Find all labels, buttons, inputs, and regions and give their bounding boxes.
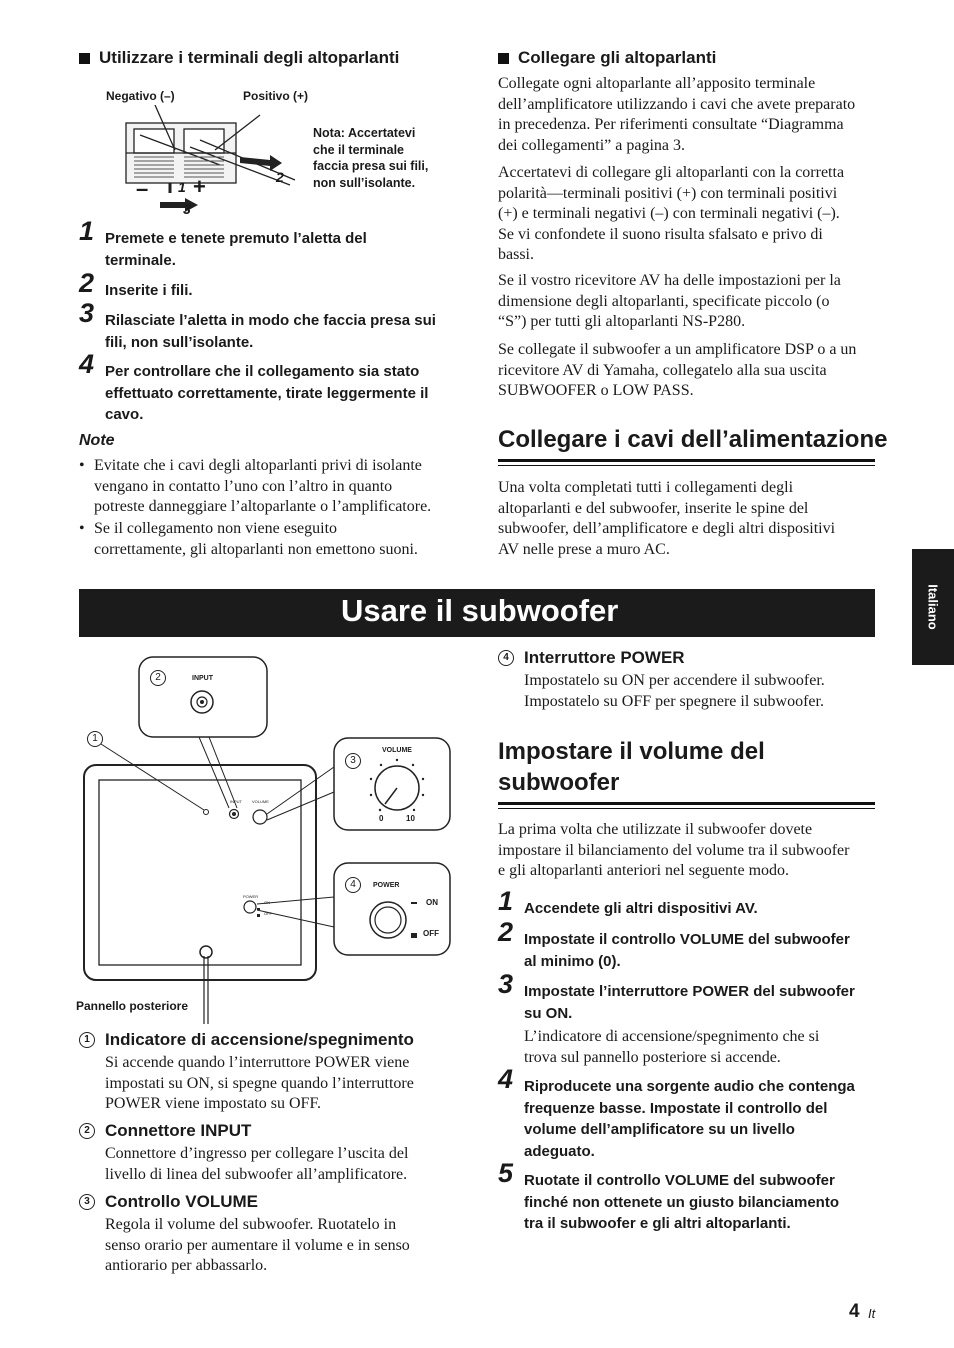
volume-label: VOLUME — [382, 747, 412, 754]
step-line: al minimo (0). — [524, 952, 621, 970]
terminal-step-1 — [79, 216, 459, 271]
item-power-switch — [498, 648, 888, 712]
on-label: ON — [426, 898, 438, 907]
item-line: Si accende quando l’interruttore POWER viene — [105, 1054, 410, 1071]
step-number: 3 — [498, 969, 514, 999]
step-sub-line: trova sul pannello posteriore si accende. — [524, 1048, 781, 1066]
volume-step-2 — [498, 917, 888, 972]
volume-min-label: 0 — [379, 814, 384, 823]
para-line: Una volta completati tutti i collegamenti degli — [498, 479, 794, 496]
step-number: 1 — [498, 886, 514, 916]
square-bullet-icon — [498, 53, 509, 64]
step-line: Ruotate il controllo VOLUME del subwoofer — [524, 1172, 835, 1189]
step-line: su ON. — [524, 1004, 573, 1022]
connect-para-4 — [498, 340, 883, 402]
para-line: e gli altoparlanti anteriori nel seguente modo. — [498, 862, 790, 879]
callout-1-indicator — [87, 728, 103, 747]
step-number: 2 — [79, 268, 95, 298]
callout-number: 4 — [345, 877, 361, 893]
step-line: Impostate il controllo VOLUME del subwoofer — [524, 931, 850, 948]
square-bullet-icon — [79, 53, 90, 64]
step-line: frequenze basse. Impostate il controllo del — [524, 1099, 828, 1117]
item-input-connector — [79, 1121, 469, 1185]
item-number: 1 — [79, 1032, 95, 1048]
note-item-2: • Se il collegamento non viene eseguito correttamente, gli altoparlanti non emettono suoni. — [79, 519, 479, 560]
step-number: 3 — [79, 298, 95, 328]
step-number: 4 — [79, 349, 95, 379]
small-volume-label: VOLUME — [252, 799, 269, 804]
section-banner — [79, 589, 875, 637]
volume-section-heading — [498, 736, 765, 798]
item-line: POWER viene impostato su OFF. — [105, 1095, 322, 1112]
heading-line: Impostare il volume del — [498, 738, 765, 765]
step-line: adeguato. — [524, 1142, 595, 1160]
section-heading-connect — [498, 48, 716, 68]
heading-rule — [498, 459, 875, 462]
heading-rule-thin — [498, 465, 875, 466]
para-line: Se il vostro ricevitore AV ha delle impostazioni per la — [498, 272, 841, 289]
connect-para-2 — [498, 163, 883, 266]
para-line: AV nelle prese a muro AC. — [498, 540, 670, 558]
item-title: Connettore INPUT — [105, 1121, 252, 1140]
item-line: livello di linea del subwoofer all’amplificatore. — [105, 1165, 408, 1183]
step-number: 2 — [498, 917, 514, 947]
volume-step-5 — [498, 1158, 888, 1235]
step-line: volume dell’amplificatore su un livello — [524, 1121, 795, 1138]
note-text: Se il collegamento non viene eseguito — [94, 520, 338, 537]
item-line: Impostatelo su ON per accendere il subwoofer. — [524, 672, 825, 689]
negative-label: Negativo (–) — [106, 89, 175, 103]
item-number: 3 — [79, 1194, 95, 1210]
step-line: Riproducete una sorgente audio che contenga — [524, 1078, 855, 1095]
side-tab-label: Italiano — [925, 584, 941, 630]
step-line: Rilasciate l’aletta in modo che faccia presa sui — [105, 312, 436, 329]
terminal-step-4 — [79, 349, 469, 426]
input-label: INPUT — [192, 675, 213, 682]
para-line: Accertatevi di collegare gli altoparlanti con la corretta — [498, 164, 845, 181]
para-line: dei collegamenti” a pagina 3. — [498, 136, 686, 154]
note-item-1: • Evitate che i cavi degli altoparlanti privi di isolante vengano in contatto l’uno con l’altro in quanto potreste danneggiare l’altoparlante o l’amplificatore. — [79, 456, 479, 518]
note-line: faccia presa sui fili, — [313, 159, 429, 173]
small-power-label: POWER — [243, 894, 259, 899]
step-line: fili, non sull’isolante. — [105, 333, 254, 351]
mark-2: 2 — [276, 169, 284, 185]
para-line: SUBWOOFER o LOW PASS. — [498, 382, 694, 399]
callout-3-volume — [345, 750, 361, 769]
item-title: Controllo VOLUME — [105, 1192, 258, 1211]
power-cables-para — [498, 478, 883, 560]
item-line: antiorario per abbassarlo. — [105, 1257, 268, 1274]
para-line: bassi. — [498, 246, 534, 263]
minus-mark: – — [136, 176, 149, 201]
para-line: Collegate ogni altoparlante all’apposito terminale — [498, 75, 816, 92]
language-side-tab — [912, 549, 954, 665]
step-number: 4 — [498, 1064, 514, 1094]
heading-rule-thin — [498, 808, 875, 809]
para-line: (+) e terminali negativi (–) con terminali negativi (–). — [498, 205, 840, 222]
callout-number: 2 — [150, 670, 166, 686]
page-number: 4 — [849, 1301, 860, 1322]
step-line: tra il subwoofer e gli altri altoparlanti. — [524, 1215, 791, 1232]
volume-intro — [498, 820, 888, 882]
terminal-step-3 — [79, 298, 459, 353]
step-line: cavo. — [105, 406, 144, 423]
callout-4-power — [345, 874, 361, 893]
para-line: altoparlanti e del subwoofer, inserite le spine del — [498, 499, 809, 517]
note-line: che il terminale — [313, 142, 405, 157]
volume-max-label: 10 — [406, 814, 415, 823]
mark-3: 3 — [183, 201, 191, 217]
step-sub-line: L’indicatore di accensione/spegnimento che si — [524, 1028, 820, 1045]
off-label: OFF — [423, 929, 439, 938]
para-line: ricevitore AV di Yamaha, collegatelo alla sua uscita — [498, 361, 827, 379]
item-title: Indicatore di accensione/spegnimento — [105, 1030, 414, 1049]
terminal-illustration — [120, 105, 300, 220]
note-text: correttamente, gli altoparlanti non emettono suoni. — [94, 540, 418, 558]
item-title: Interruttore POWER — [524, 648, 685, 667]
panel-caption: Pannello posteriore — [76, 999, 189, 1013]
para-line: in precedenza. Per riferimenti consultate “Diagramma — [498, 116, 844, 133]
small-input-label: INPUT — [230, 799, 242, 804]
item-volume-control — [79, 1192, 469, 1277]
para-line: La prima volta che utilizzate il subwoofer dovete — [498, 821, 813, 838]
item-line: senso orario per aumentare il volume e in senso — [105, 1236, 410, 1254]
para-line: polarità—terminali positivi (+) con terminali positivi — [498, 184, 838, 202]
step-line: Accendete gli altri dispositivi AV. — [524, 900, 758, 917]
item-line: Impostatelo su OFF per spegnere il subwoofer. — [524, 692, 824, 710]
heading-text: Utilizzare i terminali degli altoparlanti — [99, 48, 400, 67]
item-number: 2 — [79, 1123, 95, 1139]
power-label: POWER — [373, 882, 400, 889]
note-text: vengano in contatto l’uno con l’altro in quanto — [94, 477, 393, 495]
para-line: subwoofer, dell’amplificatore e degli altri dispositivi — [498, 520, 836, 537]
item-line: impostati su ON, si spegne quando l’interruttore — [105, 1074, 414, 1092]
positive-label: Positivo (+) — [243, 89, 309, 103]
heading-rule — [498, 802, 875, 805]
volume-step-4 — [498, 1064, 888, 1162]
note-line: non sull’isolante. — [313, 175, 416, 190]
item-line: Regola il volume del subwoofer. Ruotatelo in — [105, 1216, 397, 1233]
small-off-label: OFF — [264, 911, 272, 916]
plus-mark: + — [193, 174, 206, 199]
callout-number: 3 — [345, 753, 361, 769]
item-number: 4 — [498, 650, 514, 666]
step-line: Premete e tenete premuto l’aletta del — [105, 230, 367, 247]
step-number: 1 — [79, 216, 95, 246]
note-text: Evitate che i cavi degli altoparlanti privi di isolante — [94, 457, 422, 474]
step-line: terminale. — [105, 251, 176, 269]
step-line: Impostate l’interruttore POWER del subwoofer — [524, 983, 855, 1000]
step-line: effettuato correttamente, tirate leggermente il — [105, 384, 429, 402]
item-indicator — [79, 1030, 469, 1115]
terminal-note — [313, 125, 428, 191]
power-cables-heading: Collegare i cavi dell’alimentazione — [498, 426, 888, 453]
heading-line: subwoofer — [498, 769, 620, 796]
note-title: Note — [79, 432, 115, 449]
para-line: Se vi confondete il suono risulta sfalsato e privo di — [498, 225, 823, 243]
para-line: dimensione degli altoparlanti, specificate piccolo (o — [498, 292, 830, 310]
page-lang: It — [868, 1306, 876, 1321]
small-on-label: ON — [264, 900, 270, 905]
connect-para-3 — [498, 271, 883, 333]
step-line: Inserite i fili. — [105, 282, 193, 299]
note-text: potreste danneggiare l’altoparlante o l’amplificatore. — [94, 498, 432, 515]
banner-title: Usare il subwoofer — [341, 593, 619, 628]
section-heading-terminals — [79, 48, 399, 68]
para-line: impostare il bilanciamento del volume tra il subwoofer — [498, 841, 850, 859]
note-line: Nota: Accertatevi — [313, 126, 416, 140]
para-line: Se collegate il subwoofer a un amplificatore DSP o a un — [498, 341, 857, 358]
heading-text: Collegare gli altoparlanti — [518, 48, 717, 67]
volume-step-1 — [498, 886, 888, 920]
callout-number: 1 — [87, 731, 103, 747]
step-line: Per controllare che il collegamento sia stato — [105, 363, 420, 380]
mark-1: 1 — [178, 179, 186, 195]
volume-step-3 — [498, 969, 888, 1068]
step-line: finché non ottenete un giusto bilanciamento — [524, 1193, 840, 1211]
item-line: Connettore d’ingresso per collegare l’uscita del — [105, 1145, 409, 1162]
callout-2-connector — [150, 667, 166, 686]
step-number: 5 — [498, 1158, 514, 1188]
connect-para-1 — [498, 74, 883, 156]
para-line: “S”) per tutti gli altoparlanti NS-P280. — [498, 313, 746, 330]
rear-panel-illustration — [79, 652, 459, 1024]
terminal-step-2 — [79, 268, 459, 302]
para-line: dell’amplificatore utilizzando i cavi che avete preparato — [498, 95, 856, 113]
